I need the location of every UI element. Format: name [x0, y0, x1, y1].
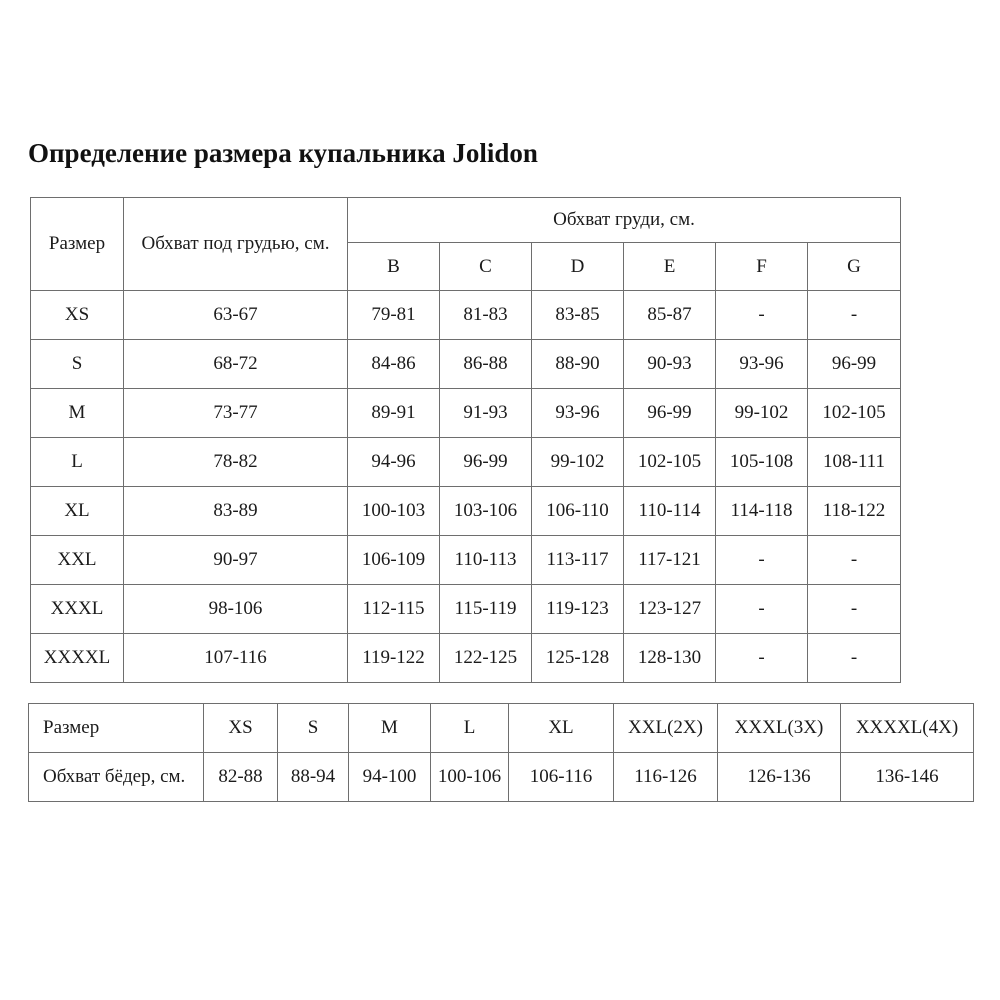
bust-range-cell: 90-93: [624, 340, 716, 389]
underbust-cell: 63-67: [124, 291, 348, 340]
table-row: [31, 536, 901, 585]
bust-range-cell: 128-130: [624, 634, 716, 683]
table-row: [31, 389, 901, 438]
hips-row-label: Обхват бёдер, см.: [29, 753, 204, 802]
bust-range-cell: -: [716, 291, 808, 340]
bust-range-cell: 86-88: [440, 340, 532, 389]
bust-range-cell: 94-96: [348, 438, 440, 487]
hips-range-cell: 116-126: [614, 753, 718, 802]
hips-size-header-cell: M: [349, 704, 431, 753]
bust-range-cell: 96-99: [624, 389, 716, 438]
hips-sizes-row: [29, 704, 974, 753]
cup-column-header: E: [624, 243, 716, 291]
hips-values-row: [29, 753, 974, 802]
cup-column-header: D: [532, 243, 624, 291]
cup-column-header: F: [716, 243, 808, 291]
underbust-cell: 98-106: [124, 585, 348, 634]
underbust-cell: 90-97: [124, 536, 348, 585]
bust-range-cell: -: [716, 585, 808, 634]
bust-range-cell: 113-117: [532, 536, 624, 585]
size-cell: L: [31, 438, 124, 487]
bust-range-cell: 119-122: [348, 634, 440, 683]
bust-range-cell: 123-127: [624, 585, 716, 634]
table-row: [31, 487, 901, 536]
bust-range-cell: 106-110: [532, 487, 624, 536]
bust-range-cell: 117-121: [624, 536, 716, 585]
underbust-cell: 107-116: [124, 634, 348, 683]
underbust-cell: 83-89: [124, 487, 348, 536]
size-column-header: Размер: [31, 198, 124, 291]
bust-range-cell: 93-96: [716, 340, 808, 389]
hips-size-header-cell: XS: [204, 704, 278, 753]
bust-range-cell: 99-102: [532, 438, 624, 487]
hips-size-header-cell: XXXXL(4X): [841, 704, 974, 753]
hips-range-cell: 136-146: [841, 753, 974, 802]
bust-range-cell: 81-83: [440, 291, 532, 340]
bust-range-cell: -: [808, 536, 901, 585]
bust-range-cell: 114-118: [716, 487, 808, 536]
bust-range-cell: 100-103: [348, 487, 440, 536]
bust-range-cell: 125-128: [532, 634, 624, 683]
bust-range-cell: 88-90: [532, 340, 624, 389]
bust-range-cell: 84-86: [348, 340, 440, 389]
table-row: [31, 634, 901, 683]
bust-range-cell: -: [716, 634, 808, 683]
bust-range-cell: -: [808, 291, 901, 340]
bust-range-cell: 102-105: [808, 389, 901, 438]
hips-range-cell: 106-116: [509, 753, 614, 802]
bust-range-cell: 79-81: [348, 291, 440, 340]
hips-size-table: [28, 703, 974, 802]
page-title: Определение размера купальника Jolidon: [28, 138, 538, 168]
size-cell: XS: [31, 291, 124, 340]
bust-range-cell: 110-114: [624, 487, 716, 536]
table-row: [31, 438, 901, 487]
size-row-label: Размер: [29, 704, 204, 753]
bust-range-cell: 83-85: [532, 291, 624, 340]
underbust-column-header: Обхват под грудью, см.: [124, 198, 348, 291]
bust-size-table: [30, 197, 901, 683]
hips-size-header-cell: XXL(2X): [614, 704, 718, 753]
bust-range-cell: 108-111: [808, 438, 901, 487]
hips-size-header-cell: XXXL(3X): [718, 704, 841, 753]
bust-range-cell: 106-109: [348, 536, 440, 585]
underbust-cell: 73-77: [124, 389, 348, 438]
table-row: [31, 340, 901, 389]
bust-group-header: Обхват груди, см.: [348, 198, 901, 243]
bust-range-cell: 91-93: [440, 389, 532, 438]
bust-range-cell: -: [716, 536, 808, 585]
size-cell: XXL: [31, 536, 124, 585]
bust-range-cell: 118-122: [808, 487, 901, 536]
hips-size-header-cell: L: [431, 704, 509, 753]
hips-range-cell: 88-94: [278, 753, 349, 802]
hips-range-cell: 82-88: [204, 753, 278, 802]
bust-range-cell: 105-108: [716, 438, 808, 487]
bust-range-cell: 103-106: [440, 487, 532, 536]
bust-range-cell: 110-113: [440, 536, 532, 585]
underbust-cell: 78-82: [124, 438, 348, 487]
size-cell: M: [31, 389, 124, 438]
underbust-cell: 68-72: [124, 340, 348, 389]
table-row: [31, 291, 901, 340]
size-cell: XXXXL: [31, 634, 124, 683]
bust-range-cell: 85-87: [624, 291, 716, 340]
bust-range-cell: 112-115: [348, 585, 440, 634]
bust-range-cell: -: [808, 585, 901, 634]
hips-size-header-cell: XL: [509, 704, 614, 753]
cup-column-header: C: [440, 243, 532, 291]
bust-range-cell: 96-99: [440, 438, 532, 487]
bust-range-cell: 96-99: [808, 340, 901, 389]
hips-range-cell: 94-100: [349, 753, 431, 802]
size-cell: S: [31, 340, 124, 389]
bust-range-cell: -: [808, 634, 901, 683]
size-cell: XL: [31, 487, 124, 536]
bust-table-body: [31, 291, 901, 683]
hips-range-cell: 100-106: [431, 753, 509, 802]
cup-column-header: G: [808, 243, 901, 291]
bust-range-cell: 122-125: [440, 634, 532, 683]
size-cell: XXXL: [31, 585, 124, 634]
bust-range-cell: 93-96: [532, 389, 624, 438]
bust-range-cell: 102-105: [624, 438, 716, 487]
hips-range-cell: 126-136: [718, 753, 841, 802]
cup-column-header: B: [348, 243, 440, 291]
bust-range-cell: 99-102: [716, 389, 808, 438]
bust-range-cell: 115-119: [440, 585, 532, 634]
table-row: [31, 585, 901, 634]
hips-size-header-cell: S: [278, 704, 349, 753]
bust-range-cell: 119-123: [532, 585, 624, 634]
bust-range-cell: 89-91: [348, 389, 440, 438]
